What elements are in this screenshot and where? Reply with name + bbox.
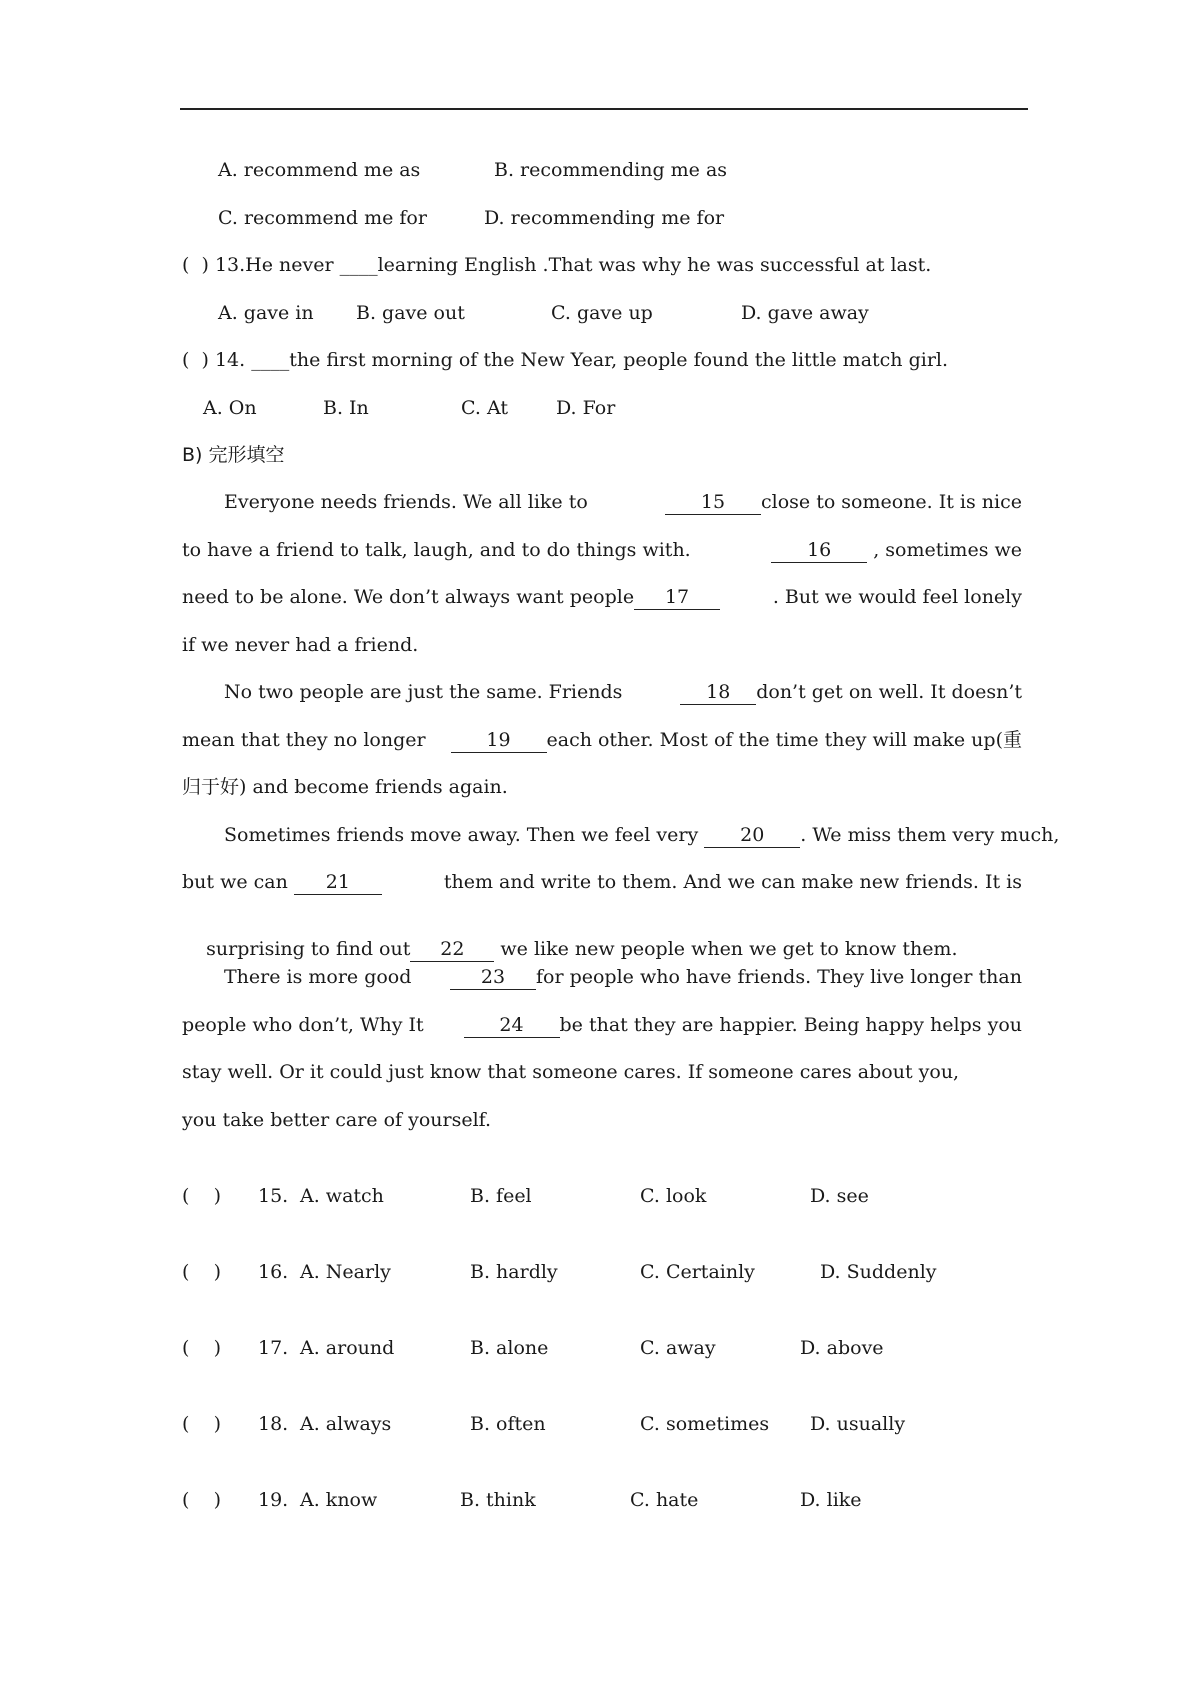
q14-option-b: B. In	[323, 397, 369, 419]
passage-line	[182, 1016, 1022, 1038]
q13-number: 13.He never	[214, 254, 340, 276]
option-a: A. around	[300, 1337, 395, 1359]
option-c: C. away	[640, 1337, 716, 1359]
passage-text: There is more good	[224, 966, 418, 988]
q14-option-d: D. For	[556, 397, 616, 419]
question-number: 18.	[258, 1413, 289, 1435]
option-b: B. hardly	[470, 1261, 558, 1283]
passage-line: stay well. Or it could just know that someone cares. If someone cares about you,	[182, 1061, 960, 1083]
q14-text: the first morning of the New Year, people found the little match girl.	[289, 349, 949, 371]
passage-text: each other. Most of the time they will make up(重	[546, 729, 1022, 751]
passage-line	[182, 731, 1022, 753]
header-rule	[180, 108, 1028, 110]
passage-text: mean that they no longer	[182, 729, 432, 751]
blank-19: 19	[451, 731, 547, 753]
passage-line	[224, 683, 1022, 705]
q13-stem	[182, 256, 931, 275]
answer-paren: ( )	[182, 349, 209, 371]
blank-20: 20	[704, 826, 800, 848]
passage-line	[182, 588, 1022, 610]
option-b: B. often	[470, 1413, 546, 1435]
passage-text: . We miss them very much,	[800, 824, 1060, 846]
answer-paren: ( )	[182, 254, 209, 276]
passage-text: close to someone. It is nice	[761, 491, 1022, 513]
passage-text: Sometimes friends move away. Then we feel very	[224, 824, 705, 846]
option-d: D. see	[810, 1185, 869, 1207]
answer-paren: ( )	[182, 1261, 221, 1283]
blank-23: 23	[450, 968, 536, 990]
q12-option-c: C. recommend me for	[218, 207, 427, 229]
blank-15: 15	[665, 493, 761, 515]
option-c: C. look	[640, 1185, 707, 1207]
passage-text: but we can	[182, 871, 294, 893]
option-d: D. above	[800, 1337, 884, 1359]
passage-text: we like new people when we get to know them.	[494, 938, 958, 960]
option-d: D. like	[800, 1489, 862, 1511]
passage-text: them and write to them. And we can make new friends. It is	[437, 871, 1022, 893]
q14-stem	[182, 351, 948, 370]
option-c: C. hate	[630, 1489, 699, 1511]
passage-text: , sometimes we	[867, 539, 1022, 561]
passage-text: No two people are just the same. Friends	[224, 681, 629, 703]
q14-blank: ____	[251, 349, 290, 371]
passage-line	[224, 824, 1060, 848]
passage-line	[224, 493, 1022, 515]
answer-paren: ( )	[182, 1185, 221, 1207]
question-number: 15.	[258, 1185, 289, 1207]
q12-option-b: B. recommending me as	[494, 159, 728, 181]
q13-option-a: A. gave in	[218, 302, 314, 324]
answer-paren: ( )	[182, 1337, 221, 1359]
blank-24: 24	[464, 1016, 560, 1038]
blank-17: 17	[634, 588, 720, 610]
q13-option-d: D. gave away	[741, 302, 869, 324]
option-d: D. Suddenly	[820, 1261, 937, 1283]
option-b: B. think	[460, 1489, 536, 1511]
blank-18: 18	[680, 683, 756, 705]
passage-text: people who don’t, Why It	[182, 1014, 430, 1036]
passage-line: if we never had a friend.	[182, 634, 419, 656]
q13-option-c: C. gave up	[551, 302, 653, 324]
option-a: A. watch	[300, 1185, 384, 1207]
question-number: 19.	[258, 1489, 289, 1511]
passage-line	[182, 541, 1022, 563]
passage-text: be that they are happier. Being happy helps you	[559, 1014, 1022, 1036]
passage-line: 归于好) and become friends again.	[182, 776, 508, 798]
passage-text: don’t get on well. It doesn’t	[756, 681, 1022, 703]
blank-16: 16	[771, 541, 867, 563]
passage-line: you take better care of yourself.	[182, 1109, 492, 1131]
blank-22: 22	[410, 940, 494, 962]
option-a: A. always	[300, 1413, 392, 1435]
q14-option-a: A. On	[203, 397, 257, 419]
blank-21: 21	[294, 873, 382, 895]
passage-text: need to be alone. We don’t always want people	[182, 586, 635, 608]
answer-paren: ( )	[182, 1413, 221, 1435]
option-c: C. Certainly	[640, 1261, 755, 1283]
option-a: A. know	[300, 1489, 378, 1511]
option-b: B. feel	[470, 1185, 532, 1207]
option-a: A. Nearly	[300, 1261, 391, 1283]
passage-text: surprising to find out	[206, 938, 411, 960]
q13-option-b: B. gave out	[356, 302, 465, 324]
q14-number: 14.	[214, 349, 252, 371]
q14-option-c: C. At	[461, 397, 508, 419]
passage-text: to have a friend to talk, laugh, and to do things with.	[182, 539, 697, 561]
section-heading: B) 完形填空	[182, 444, 285, 466]
passage-text: Everyone needs friends. We all like to	[224, 491, 594, 513]
passage-line	[224, 968, 1022, 990]
q12-option-a: A. recommend me as	[218, 159, 421, 181]
option-b: B. alone	[470, 1337, 549, 1359]
question-number: 17.	[258, 1337, 289, 1359]
question-number: 16.	[258, 1261, 289, 1283]
passage-text: . But we would feel lonely	[772, 586, 1022, 608]
q13-blank: ____	[339, 254, 378, 276]
q12-option-d: D. recommending me for	[484, 207, 725, 229]
passage-text: for people who have friends. They live longer than	[535, 966, 1022, 988]
answer-paren: ( )	[182, 1489, 221, 1511]
q13-text: learning English .That was why he was successful at last.	[377, 254, 932, 276]
passage-line	[182, 873, 1022, 895]
option-c: C. sometimes	[640, 1413, 770, 1435]
option-d: D. usually	[810, 1413, 906, 1435]
